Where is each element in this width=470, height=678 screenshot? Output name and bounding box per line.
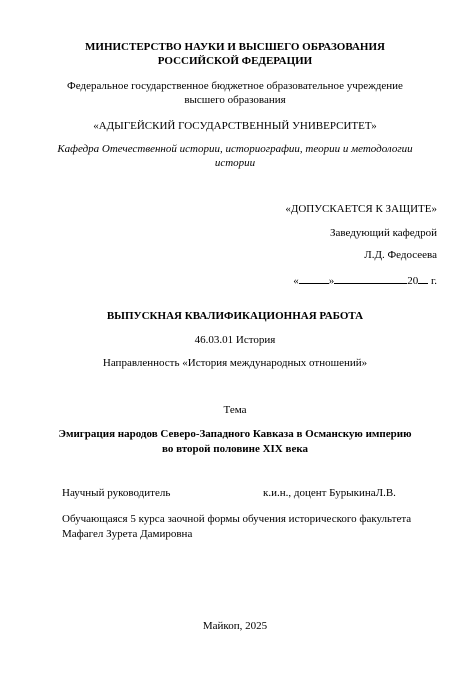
supervisor-label: Научный руководитель <box>62 487 171 499</box>
university-name: «АДЫГЕЙСКИЙ ГОСУДАРСТВЕННЫЙ УНИВЕРСИТЕТ» <box>93 120 377 132</box>
date-year: 20 <box>407 275 419 287</box>
institution-type-line-1: Федеральное государственное бюджетное образовательное учреждение <box>67 80 403 92</box>
work-focus: Направленность «История международных отношений» <box>102 357 368 369</box>
date-open-quote: « <box>293 275 299 287</box>
city-year: Майкоп, 2025 <box>202 620 268 632</box>
ministry-heading <box>0 40 470 68</box>
ministry-line-1: МИНИСТЕРСТВО НАУКИ И ВЫСШЕГО ОБРАЗОВАНИЯ <box>85 41 385 53</box>
student-line-2: Мафагел Зурета Дамировна <box>62 528 193 540</box>
institution-type <box>0 79 470 107</box>
date-year-blank <box>418 273 428 284</box>
work-type: ВЫПУСКНАЯ КВАЛИФИКАЦИОННАЯ РАБОТА <box>106 310 364 322</box>
institution-type-line-2: высшего образования <box>184 94 286 106</box>
student-line-1: Обучающаяся 5 курса заочной формы обучения исторического факультета <box>62 513 412 525</box>
ministry-line-2: РОССИЙСКОЙ ФЕДЕРАЦИИ <box>157 55 313 67</box>
topic-title-line-2: во второй половине XIX века <box>162 443 308 455</box>
head-name: Л.Д. Федосеева <box>364 249 437 261</box>
approval-date <box>293 273 437 287</box>
date-close-quote: » <box>328 275 335 287</box>
supervisor-value: к.и.н., доцент БурыкинаЛ.В. <box>263 487 396 499</box>
topic-label: Тема <box>223 404 247 416</box>
admit-stamp: «ДОПУСКАЕТСЯ К ЗАЩИТЕ» <box>285 203 437 215</box>
student-info <box>62 512 411 542</box>
department <box>0 142 470 170</box>
department-line-2: истории <box>214 157 256 169</box>
date-month-blank <box>334 273 407 284</box>
topic-title-line-1: Эмиграция народов Северо-Западного Кавказа в Османскую империю <box>58 428 412 440</box>
topic-title <box>0 427 470 457</box>
date-day-blank <box>299 273 329 284</box>
work-code: 46.03.01 История <box>194 334 276 346</box>
head-title: Заведующий кафедрой <box>330 227 437 239</box>
department-line-1: Кафедра Отечественной истории, историографии, теории и методологии <box>57 143 413 155</box>
date-suffix: г. <box>430 275 437 287</box>
